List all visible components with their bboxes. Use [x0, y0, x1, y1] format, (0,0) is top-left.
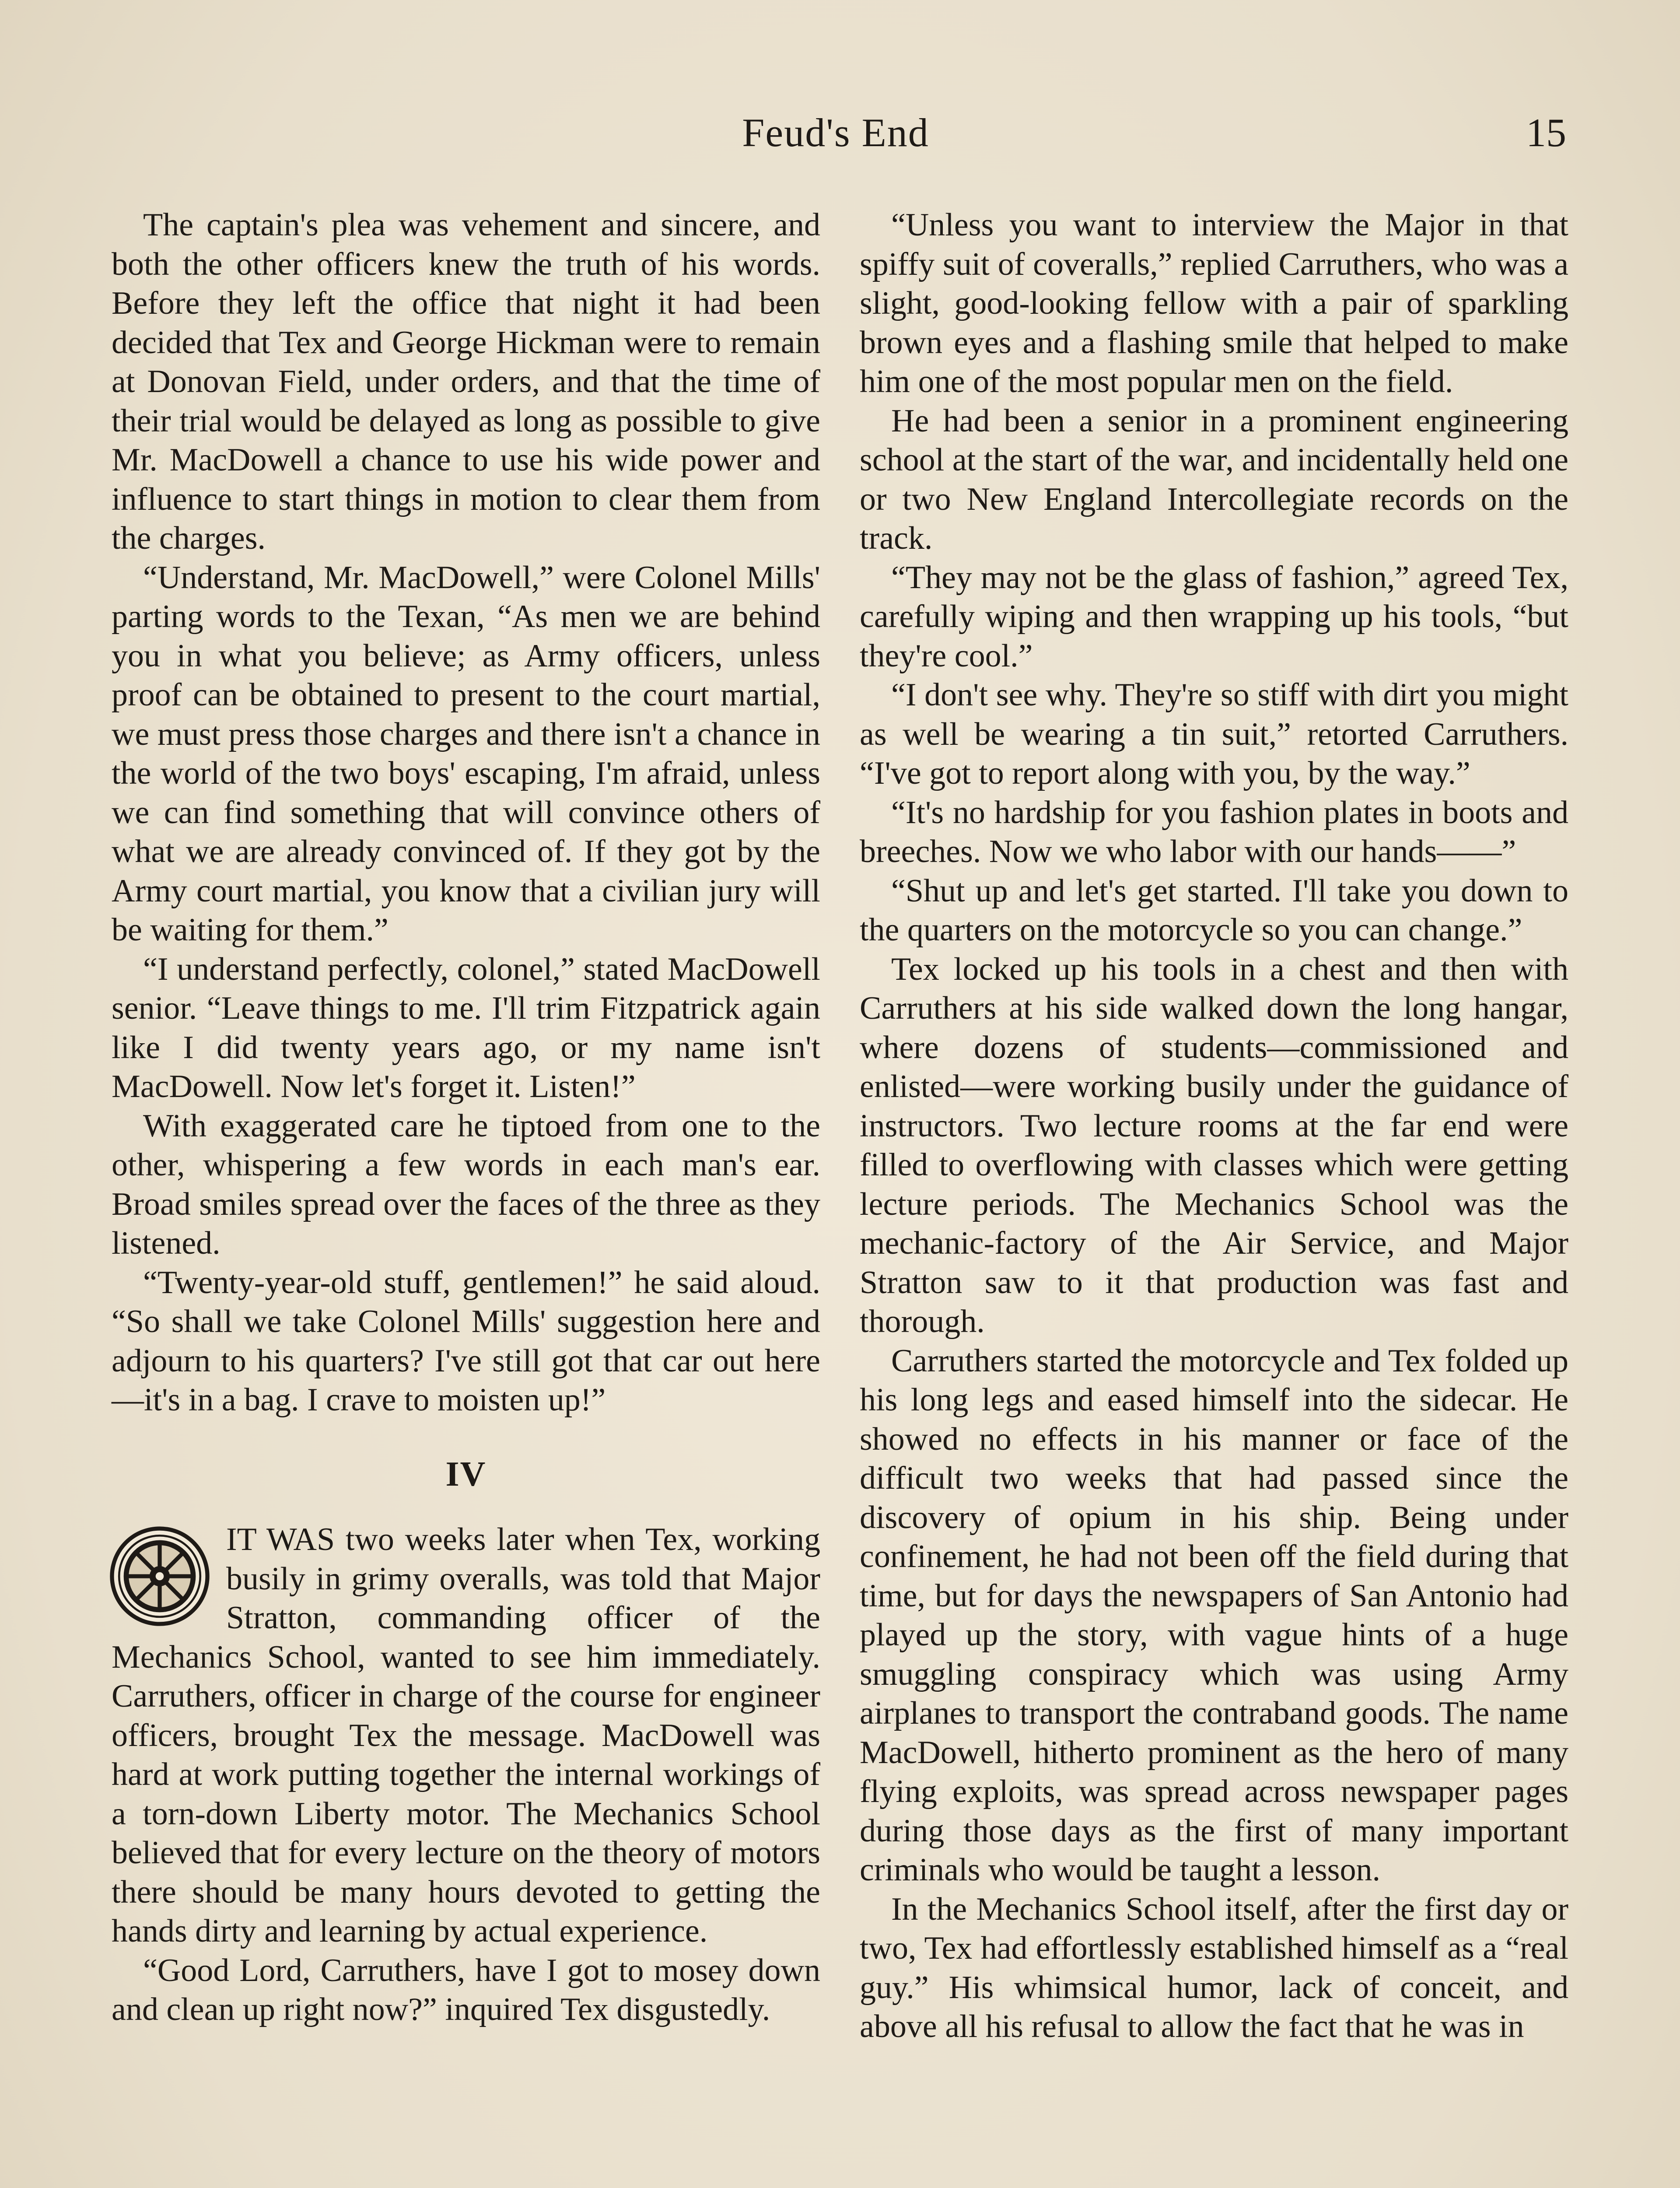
paragraph: “I understand perfectly, colonel,” stated MacDowell senior. “Leave things to me. I'll trim Fitzpatrick again like I did twenty years ago, or my name isn't MacDowell. Now let's forget it. Listen!” [112, 951, 820, 1105]
page-number: 15 [1526, 110, 1566, 155]
running-title: Feud's End [742, 110, 929, 155]
paragraph: He had been a senior in a prominent engineering school at the start of the war, and incidentally held one or two New England Intercollegiate records on the track. [860, 403, 1568, 556]
paragraph: “Twenty-year-old stuff, gentlemen!” he said aloud. “So shall we take Colonel Mills' suggestion here and adjourn to his quarters? I've still got that car out here—it's in a bag. I crave to moisten up!” [112, 1264, 820, 1418]
paragraph: “I don't see why. They're so stiff with dirt you might as well be wearing a tin suit,” retorted Carruthers. “I've got to report along with you, by the way.” [860, 677, 1568, 791]
paragraph: “Shut up and let's get started. I'll take you down to the quarters on the motorcycle so you can change.” [860, 873, 1568, 948]
right-column [860, 206, 1568, 2047]
paragraph: “They may not be the glass of fashion,” agreed Tex, carefully wiping and then wrapping up his tools, “but they're cool.” [860, 559, 1568, 674]
running-head [105, 109, 1566, 158]
paragraph: “Unless you want to interview the Major in that spiffy suit of coveralls,” replied Carruthers, who was a slight, good-looking fellow with a pair of sparkling brown eyes and a flashing smile that helped to make him one of the most popular men on the field. [860, 207, 1568, 400]
paragraph: Carruthers started the motorcycle and Tex folded up his long legs and eased himself into the sidecar. He showed no effects in his manner or face of the difficult two weeks that had passed since the discovery of opium in his ship. Being under confinement, he had not been off the field during that time, but for days the newspapers of San Antonio had played up the story, with vague hints of a huge smuggling conspiracy which was using Army airplanes to transport the contraband goods. The name MacDowell, hitherto prominent as the hero of many flying exploits, was spread across newspaper pages during those days as the first of many important criminals who would be taught a lesson. [860, 1343, 1568, 1888]
paragraph: In the Mechanics School itself, after the first day or two, Tex had effortlessly established himself as a “real guy.” His whimsical humor, lack of conceit, and above all his refusal to allow the fact that he was in [860, 1891, 1568, 2044]
section-opening-paragraph [112, 1520, 820, 1951]
paragraph: With exaggerated care he tiptoed from one to the other, whispering a few words in each man's ear. Broad smiles spread over the faces of the three as they listened. [112, 1108, 820, 1261]
paragraph: “Understand, Mr. MacDowell,” were Colonel Mills' parting words to the Texan, “As men we are behind you in what you believe; as Army officers, unless proof can be obtained to present to the court martial, we must press those charges and there isn't a chance in the world of the two boys' escaping, I'm afraid, unless we can find something that will convince others of what we are already convinced of. If they got by the Army court martial, you know that a civilian jury will be waiting for them.” [112, 559, 820, 948]
left-column [112, 206, 820, 2030]
section-heading: IV [445, 1455, 486, 1494]
section-opening-text: IT WAS two weeks later when Tex, working busily in grimy overalls, was told that Major Stratton, commanding officer of the Mechanics School, wanted to see him immediately. Carruthers, officer in charge of the course for engineer officers, brought Tex the message. MacDowell was hard at work putting together the internal workings of a torn-down Liberty motor. The Mechanics School believed that for every lecture on the theory of motors there should be many hours devoted to getting the hands dirty and learning by actual experience. [112, 1522, 820, 1949]
paragraph: “It's no hardship for you fashion plates in boots and breeches. Now we who labor with our hands——” [860, 794, 1568, 870]
paragraph: “Good Lord, Carruthers, have I got to mosey down and clean up right now?” inquired Tex disgustedly. [112, 1952, 820, 2027]
paragraph: The captain's plea was vehement and sincere, and both the other officers knew the truth of his words. Before they left the office that night it had been decided that Tex and George Hickman were to remain at Donovan Field, under orders, and that the time of their trial would be delayed as long as possible to give Mr. MacDowell a chance to use his wide power and influence to start things in motion to clear them from the charges. [112, 207, 820, 556]
paragraph: Tex locked up his tools in a chest and then with Carruthers at his side walked down the long hangar, where dozens of students—commissioned and enlisted—were working busily under the guidance of instructors. Two lecture rooms at the far end were filled to overflowing with classes which were getting lecture periods. The Mechanics School was the mechanic-factory of the Air Service, and Major Stratton saw to it that production was fast and thorough. [860, 951, 1568, 1339]
wheel-ornament-icon [109, 1525, 210, 1627]
